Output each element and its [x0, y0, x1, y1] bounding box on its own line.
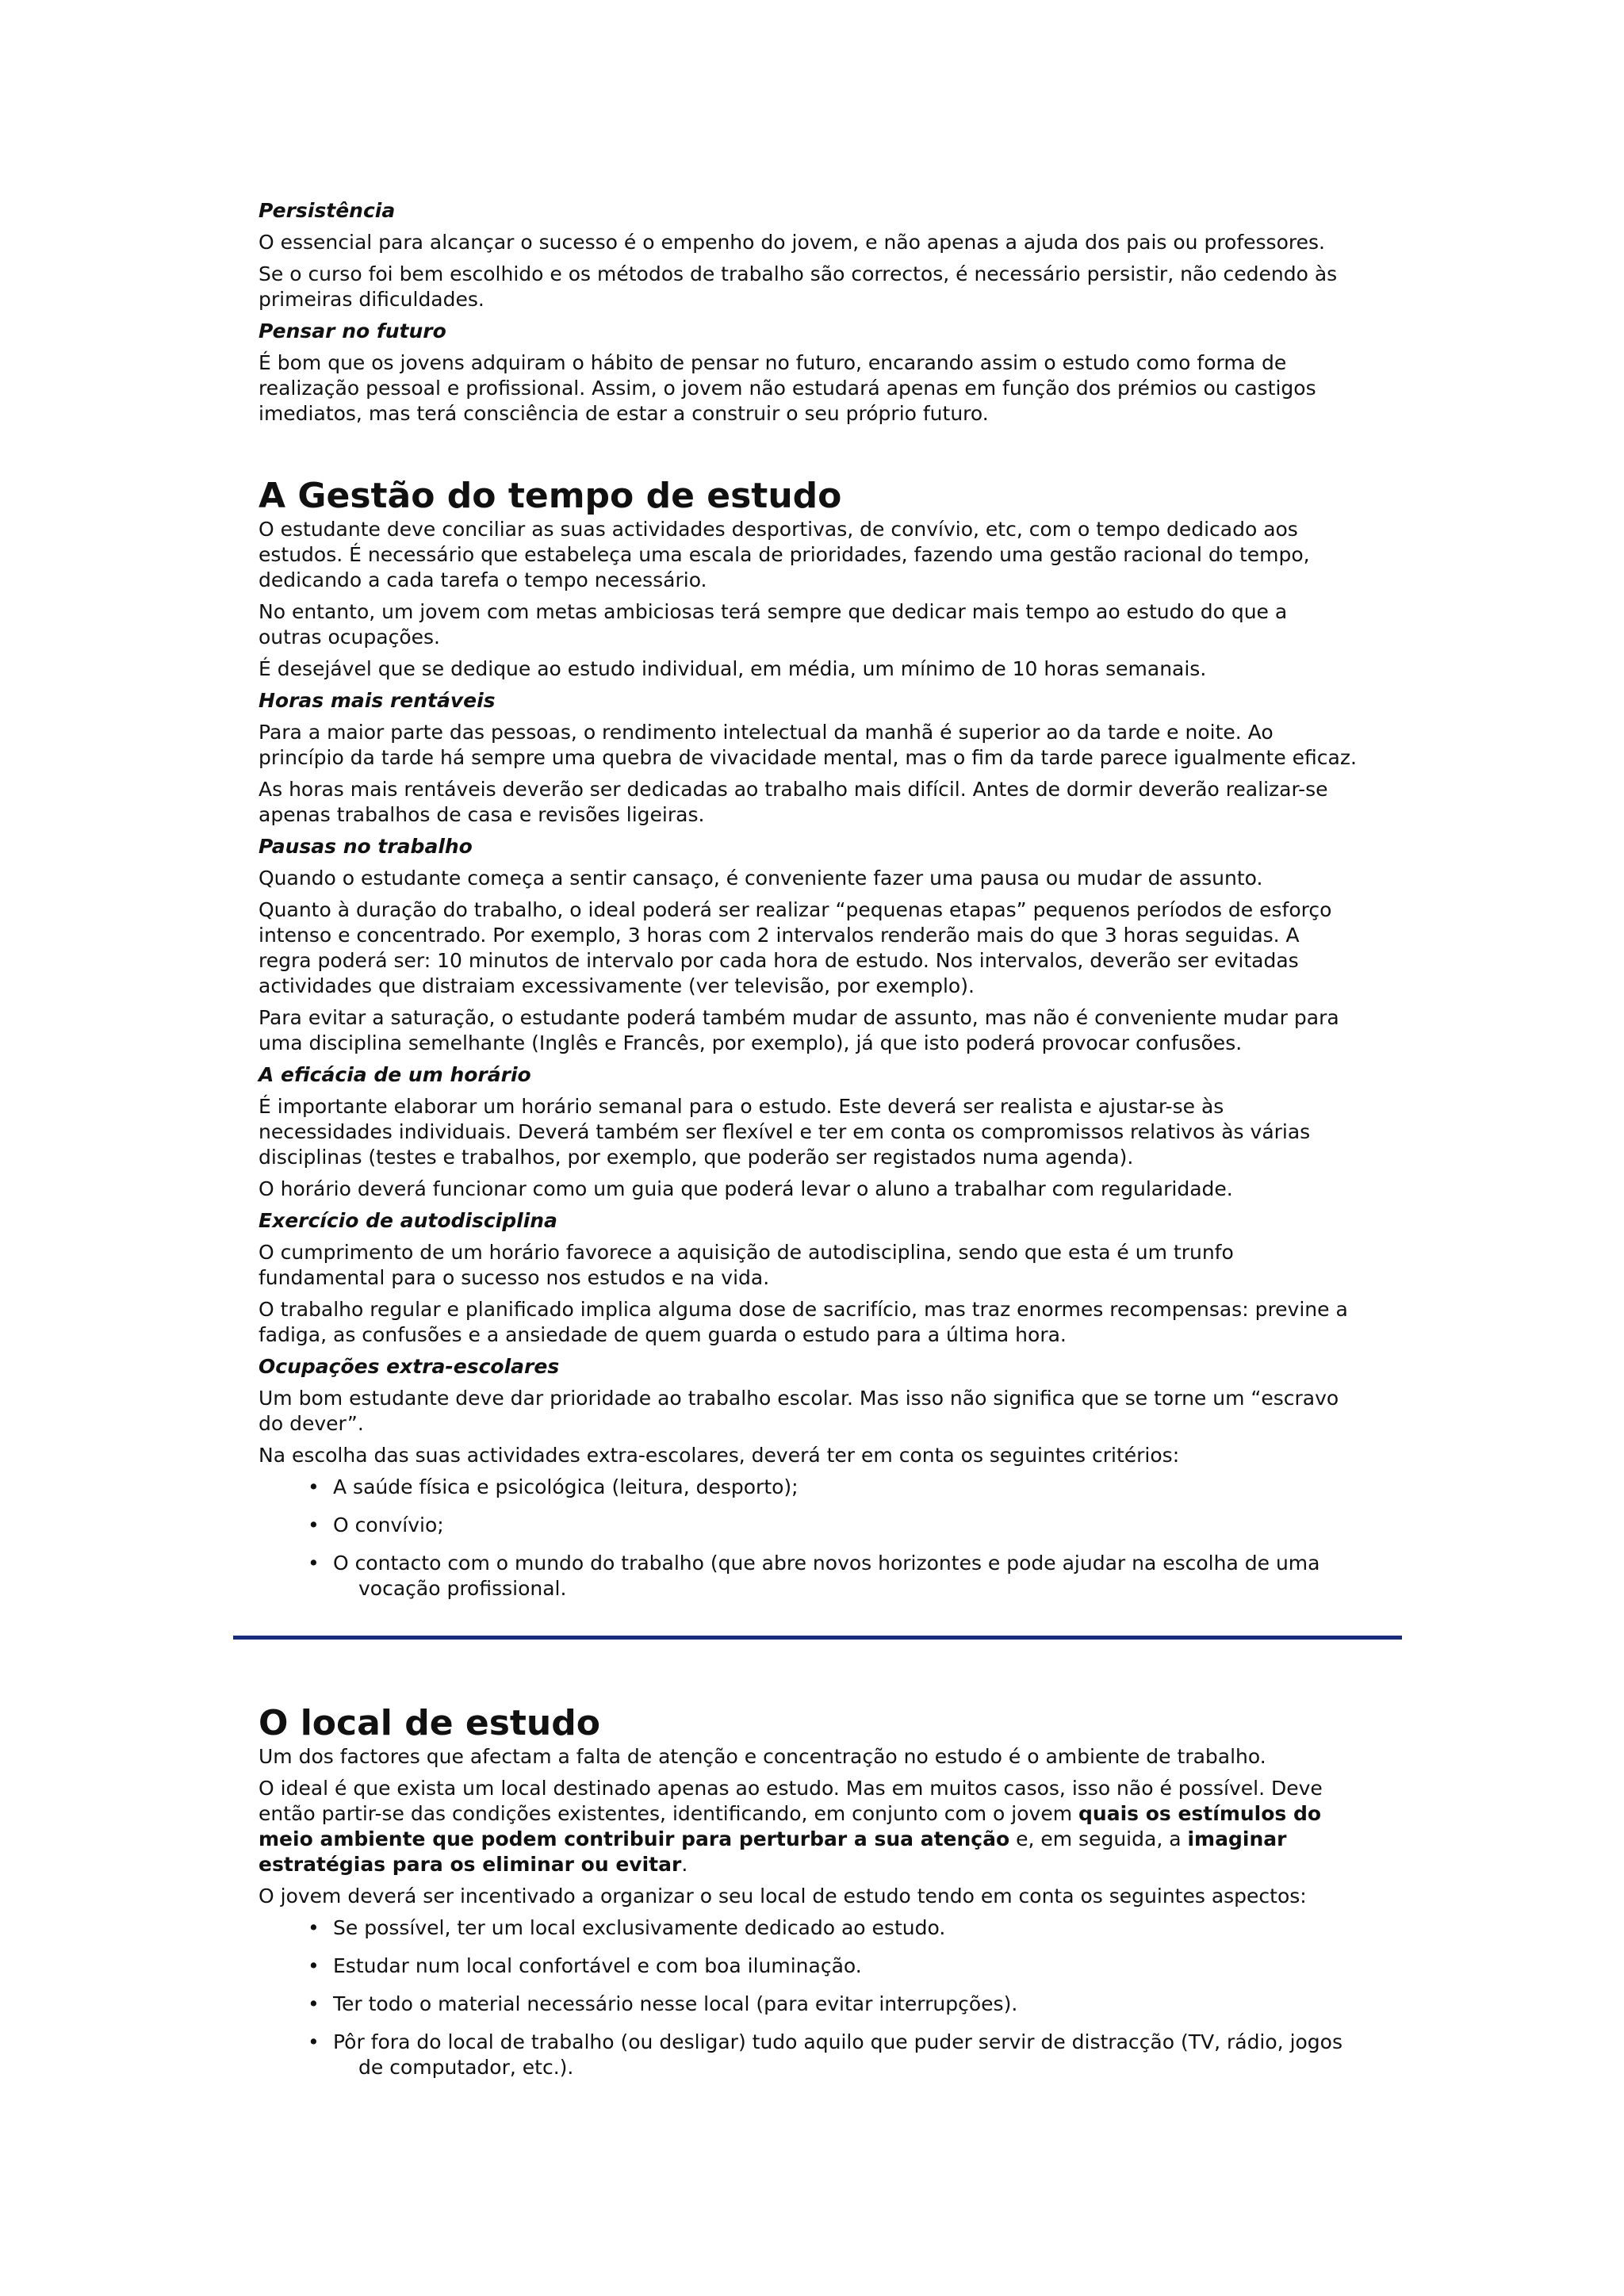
text-span: . — [681, 1853, 688, 1876]
paragraph-line: disciplinas (testes e trabalhos, por exemplo, que poderão ser registados numa agenda). — [259, 1146, 1134, 1169]
bullet-list-extra — [259, 1475, 1408, 1601]
paragraph-line: necessidades individuais. Deverá também ser flexível e ter em conta os compromissos relativos às várias — [259, 1120, 1311, 1143]
list-item — [259, 1915, 1408, 1941]
paragraph: O jovem deverá ser incentivado a organizar o seu local de estudo tendo em conta os seguintes aspectos: — [259, 1885, 1307, 1908]
paragraph-line: fundamental para o sucesso nos estudos e na vida. — [259, 1266, 770, 1289]
list-item-text: Ter todo o material necessário nesse local (para evitar interrupções). — [333, 1992, 1018, 2015]
paragraph-line: imediatos, mas terá consciência de estar a construir o seu próprio futuro. — [259, 402, 989, 425]
list-item — [259, 1551, 1408, 1601]
paragraph-line: do dever”. — [259, 1412, 364, 1435]
bullet-icon: • — [308, 1513, 320, 1536]
paragraph-line — [259, 1827, 1408, 1852]
paragraph-line: regra poderá ser: 10 minutos de intervalo por cada hora de estudo. Nos intervalos, deverão ser evitadas — [259, 949, 1299, 972]
paragraph-line: Quanto à duração do trabalho, o ideal poderá ser realizar “pequenas etapas” pequenos períodos de esforço — [259, 898, 1332, 921]
bullet-icon: • — [308, 1475, 320, 1498]
paragraph-line: O estudante deve conciliar as suas actividades desportivas, de convívio, etc, com o tempo dedicado aos — [259, 518, 1298, 541]
text-span: e, em seguida, a — [1009, 1827, 1188, 1850]
paragraph-line: O trabalho regular e planificado implica alguma dose de sacrifício, mas traz enormes recompensas: previne a — [259, 1298, 1348, 1321]
paragraph: O horário deverá funcionar como um guia que poderá levar o aluno a trabalhar com regularidade. — [259, 1177, 1233, 1200]
paragraph-line: Se o curso foi bem escolhido e os métodos de trabalho são correctos, é necessário persistir, não cedendo às — [259, 262, 1338, 285]
list-item-text: Se possível, ter um local exclusivamente dedicado ao estudo. — [333, 1916, 946, 1939]
bold-text: imaginar — [1187, 1827, 1287, 1850]
paragraph-line: No entanto, um jovem com metas ambiciosas terá sempre que dedicar mais tempo ao estudo do que a — [259, 600, 1288, 623]
list-item — [259, 1992, 1408, 2017]
paragraph-line: O cumprimento de um horário favorece a aquisição de autodisciplina, sendo que esta é um trunfo — [259, 1241, 1234, 1264]
heading-autodisciplina: Exercício de autodisciplina — [259, 1209, 557, 1232]
bullet-icon: • — [308, 1954, 320, 1977]
paragraph-line: Para evitar a saturação, o estudante poderá também mudar de assunto, mas não é conveniente mudar para — [259, 1006, 1339, 1029]
paragraph: O essencial para alcançar o sucesso é o empenho do jovem, e não apenas a ajuda dos pais ou professores. — [259, 231, 1325, 254]
heading-pensar-no-futuro: Pensar no futuro — [259, 320, 446, 342]
paragraph-line: intenso e concentrado. Por exemplo, 3 horas com 2 intervalos renderão mais do que 3 horas seguidas. A — [259, 924, 1300, 947]
paragraph: É desejável que se dedique ao estudo individual, em média, um mínimo de 10 horas semanais. — [259, 657, 1207, 680]
paragraph-line: estudos. É necessário que estabeleça uma escala de prioridades, fazendo uma gestão racional do tempo, — [259, 543, 1310, 566]
document-content — [259, 198, 1408, 2093]
list-item-text: de computador, etc.). — [358, 2056, 574, 2079]
paragraph-line: outras ocupações. — [259, 626, 440, 649]
bullet-icon: • — [308, 2030, 320, 2053]
paragraph-line — [259, 1852, 1408, 1877]
paragraph-line: apenas trabalhos de casa e revisões ligeiras. — [259, 803, 705, 826]
bullet-icon: • — [308, 1552, 320, 1575]
list-item — [259, 1954, 1408, 1979]
paragraph-line: princípio da tarde há sempre uma quebra de vivacidade mental, mas o fim da tarde parece igualmente eficaz. — [259, 746, 1357, 769]
paragraph-line: É importante elaborar um horário semanal para o estudo. Este deverá ser realista e ajustar-se às — [259, 1095, 1224, 1118]
paragraph-line: É bom que os jovens adquiram o hábito de pensar no futuro, encarando assim o estudo como forma de — [259, 351, 1287, 374]
paragraph-line: actividades que distraiam excessivamente (ver televisão, por exemplo). — [259, 974, 975, 997]
paragraph: Um dos factores que afectam a falta de atenção e concentração no estudo é o ambiente de trabalho. — [259, 1745, 1266, 1768]
heading-persistencia: Persistência — [259, 199, 396, 222]
paragraph: Na escolha das suas actividades extra-escolares, deverá ter em conta os seguintes critérios: — [259, 1444, 1180, 1467]
bold-text: quais os estímulos do — [1078, 1802, 1322, 1825]
section-title-gestao: A Gestão do tempo de estudo — [259, 476, 842, 516]
section-title-local: O local de estudo — [259, 1703, 600, 1743]
bold-text: meio ambiente que podem contribuir para perturbar a sua atenção — [259, 1827, 1010, 1850]
text-span: então partir-se das condições existentes, identificando, em conjunto com o jovem — [259, 1802, 1078, 1825]
list-item-text: A saúde física e psicológica (leitura, desporto); — [333, 1475, 799, 1498]
paragraph-line: dedicando a cada tarefa o tempo necessário. — [259, 568, 707, 591]
paragraph-line: As horas mais rentáveis deverão ser dedicadas ao trabalho mais difícil. Antes de dormir deverão realizar-se — [259, 778, 1328, 801]
list-item-text: Estudar num local confortável e com boa iluminação. — [333, 1954, 862, 1977]
list-item — [259, 2030, 1408, 2080]
list-item-text: Pôr fora do local de trabalho (ou desligar) tudo aquilo que puder servir de distracção (TV, rádio, jogos — [333, 2030, 1342, 2053]
list-item-text: O contacto com o mundo do trabalho (que abre novos horizontes e pode ajudar na escolha de uma — [333, 1552, 1320, 1575]
paragraph-line: O ideal é que exista um local destinado apenas ao estudo. Mas em muitos casos, isso não é possível. Deve — [259, 1777, 1323, 1800]
paragraph-line: uma disciplina semelhante (Inglês e Francês, por exemplo), já que isto poderá provocar confusões. — [259, 1031, 1243, 1054]
paragraph: Quando o estudante começa a sentir cansaço, é conveniente fazer uma pausa ou mudar de assunto. — [259, 867, 1263, 890]
paragraph-line: primeiras dificuldades. — [259, 288, 485, 311]
list-item — [259, 1513, 1408, 1538]
paragraph-line: Um bom estudante deve dar prioridade ao trabalho escolar. Mas isso não significa que se torne um “escravo — [259, 1387, 1339, 1410]
paragraph-line: fadiga, as confusões e a ansiedade de quem guarda o estudo para a última hora. — [259, 1323, 1067, 1346]
list-item-text: vocação profissional. — [358, 1577, 567, 1600]
heading-extra-escolares: Ocupações extra-escolares — [259, 1355, 560, 1378]
bullet-icon: • — [308, 1992, 320, 2015]
heading-pausas: Pausas no trabalho — [259, 835, 473, 858]
section-divider — [233, 1636, 1402, 1640]
bold-text: estratégias para os eliminar ou evitar — [259, 1853, 682, 1876]
list-item — [259, 1475, 1408, 1500]
list-item-text: O convívio; — [333, 1513, 444, 1536]
paragraph-line — [259, 1801, 1408, 1827]
paragraph-line: Para a maior parte das pessoas, o rendimento intelectual da manhã é superior ao da tarde e noite. Ao — [259, 721, 1274, 744]
bullet-list-local — [259, 1915, 1408, 2080]
heading-horas-rentaveis: Horas mais rentáveis — [259, 689, 496, 712]
paragraph-line: realização pessoal e profissional. Assim, o jovem não estudará apenas em função dos prémios ou castigos — [259, 377, 1316, 400]
heading-eficacia: A eficácia de um horário — [259, 1063, 531, 1086]
bullet-icon: • — [308, 1916, 320, 1939]
